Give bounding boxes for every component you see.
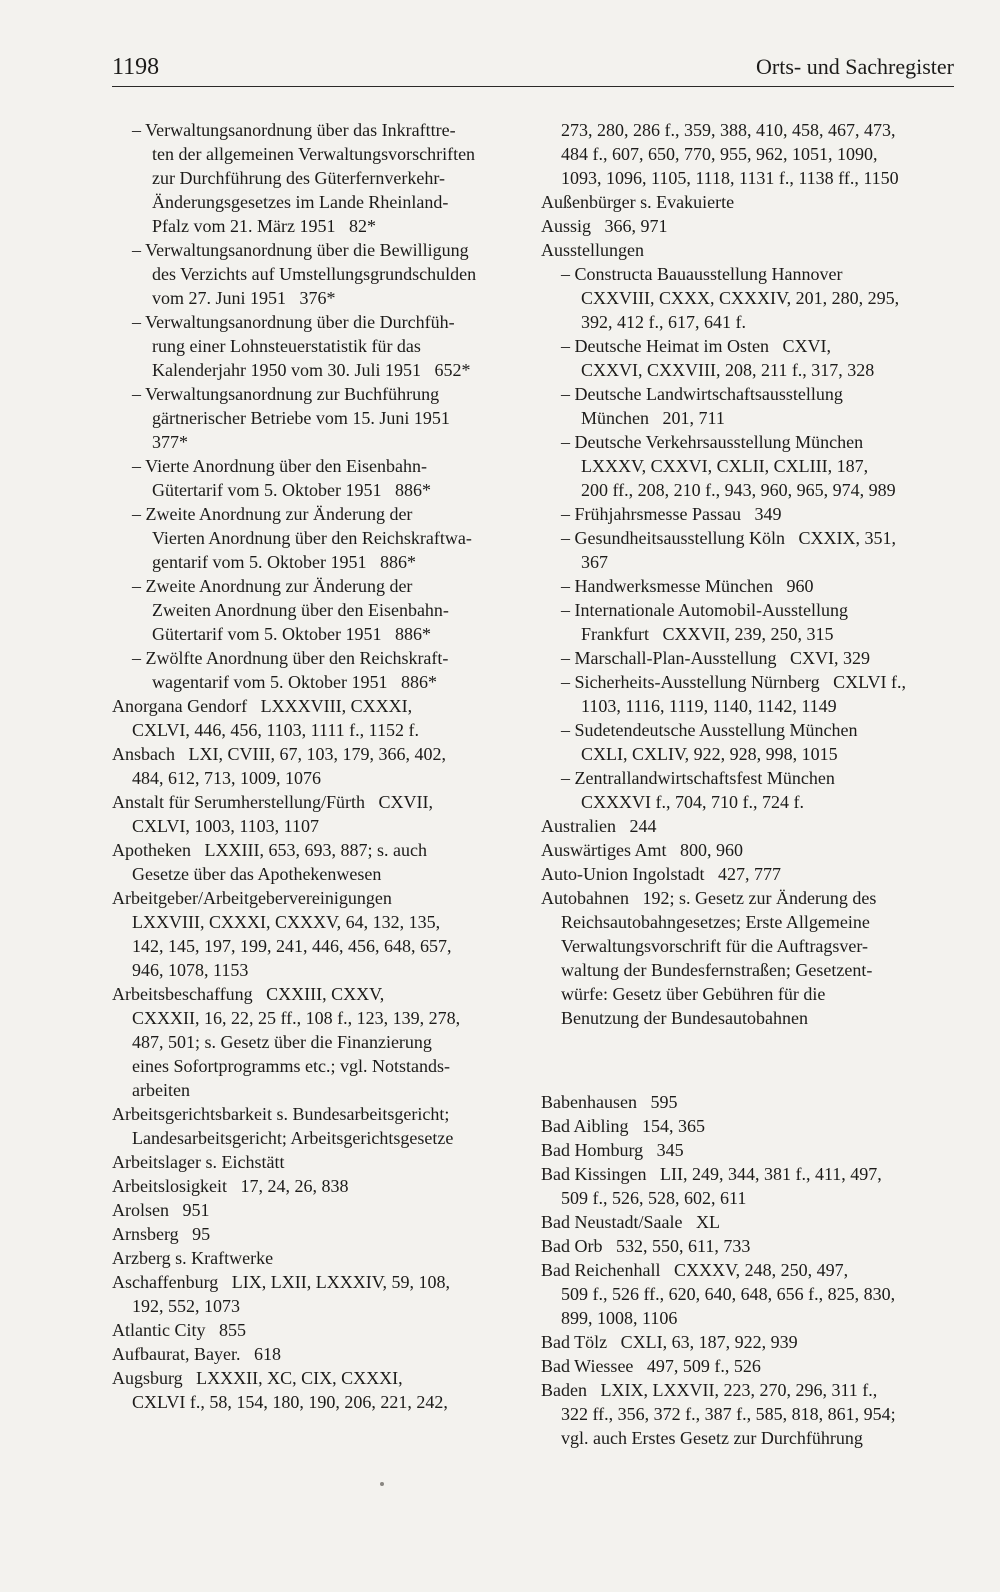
- index-subentry: – Verwaltungsanordnung über das Inkrafttre- ten der allgemeinen Verwaltungsvorschriften zur Durchführung des Güterfernverkehr- Änderungsgesetzes im Lande Rheinland- Pfalz vom 21. März 1951 82*: [132, 120, 476, 236]
- index-entry: Augsburg LXXXII, XC, CIX, CXXXI, CXLVI f., 58, 154, 180, 190, 206, 221, 242,: [112, 1368, 448, 1412]
- index-subentry: – Zwölfte Anordnung über den Reichskraft- wagentarif vom 5. Oktober 1951 886*: [132, 648, 449, 692]
- running-title: Orts- und Sachregister: [756, 54, 954, 79]
- index-entry: Apotheken LXXIII, 653, 693, 887; s. auch Gesetze über das Apothekenwesen: [112, 840, 427, 884]
- index-entry: Arzberg s. Kraftwerke: [112, 1248, 274, 1268]
- index-subentry: – Zweite Anordnung zur Änderung der Vierten Anordnung über den Reichskraftwa- gentarif vom 5. Oktober 1951 886*: [132, 504, 472, 572]
- index-entry: Außenbürger s. Evakuierte: [541, 192, 735, 212]
- index-entry: Bad Kissingen LII, 249, 344, 381 f., 411, 497, 509 f., 526, 528, 602, 611: [541, 1164, 882, 1208]
- index-entry: Ausstellungen: [541, 240, 644, 260]
- index-column-left: [112, 118, 516, 1414]
- index-subentry: – Zentrallandwirtschaftsfest München CXXXVI f., 704, 710 f., 724 f.: [561, 768, 835, 812]
- index-entry: Bad Aibling 154, 365: [541, 1116, 706, 1136]
- index-subentry: – Gesundheitsausstellung Köln CXXIX, 351, 367: [561, 528, 896, 572]
- index-subentry: – Sicherheits-Ausstellung Nürnberg CXLVI f., 1103, 1116, 1119, 1140, 1142, 1149: [561, 672, 906, 716]
- index-subentry: – Verwaltungsanordnung über die Durchfüh- rung einer Lohnsteuerstatistik für das Kalenderjahr 1950 vom 30. Juli 1951 652*: [132, 312, 471, 380]
- index-entry: Bad Reichenhall CXXXV, 248, 250, 497, 509 f., 526 ff., 620, 640, 648, 656 f., 825, 830, 899, 1008, 1106: [541, 1260, 896, 1328]
- index-subentry: – Deutsche Verkehrsausstellung München LXXXV, CXXVI, CXLII, CXLIII, 187, 200 ff., 208, 210 f., 943, 960, 965, 974, 989: [561, 432, 896, 500]
- index-subentry: – Deutsche Landwirtschaftsausstellung München 201, 711: [561, 384, 843, 428]
- index-subentry: – Verwaltungsanordnung über die Bewilligung des Verzichts auf Umstellungsgrundschulden vom 27. Juni 1951 376*: [132, 240, 477, 308]
- index-entry: Aschaffenburg LIX, LXII, LXXXIV, 59, 108, 192, 552, 1073: [112, 1272, 450, 1316]
- index-entry: Arnsberg 95: [112, 1224, 211, 1244]
- index-entry-continuation: 273, 280, 286 f., 359, 388, 410, 458, 467, 473, 484 f., 607, 650, 770, 955, 962, 1051, 1090, 1093, 1096, 1105, 1118, 1131 f., 1138 ff., 1150: [561, 120, 899, 188]
- index-entry: Australien 244: [541, 816, 657, 836]
- index-subentry: – Frühjahrsmesse Passau 349: [561, 504, 782, 524]
- page-header: [112, 52, 954, 87]
- index-entry: Bad Tölz CXLI, 63, 187, 922, 939: [541, 1332, 798, 1352]
- index-entry: Atlantic City 855: [112, 1320, 246, 1340]
- index-subentry: – Zweite Anordnung zur Änderung der Zweiten Anordnung über den Eisenbahn- Gütertarif vom 5. Oktober 1951 886*: [132, 576, 449, 644]
- index-entry: Arbeitsgerichtsbarkeit s. Bundesarbeitsgericht; Landesarbeitsgericht; Arbeitsgerichtsgesetze: [112, 1104, 454, 1148]
- index-entry: Baden LXIX, LXXVII, 223, 270, 296, 311 f., 322 ff., 356, 372 f., 387 f., 585, 818, 861, 954; vgl. auch Erstes Gesetz zur Durchführung: [541, 1380, 896, 1448]
- index-subentry: – Internationale Automobil-Ausstellung Frankfurt CXXVII, 239, 250, 315: [561, 600, 848, 644]
- index-subentry: – Verwaltungsanordnung zur Buchführung gärtnerischer Betriebe vom 15. Juni 1951 377*: [132, 384, 450, 452]
- section-gap: [541, 1048, 953, 1072]
- index-subentry: – Constructa Bauausstellung Hannover CXXVIII, CXXX, CXXXIV, 201, 280, 295, 392, 412 f., 617, 641 f.: [561, 264, 900, 332]
- index-entry: Ansbach LXI, CVIII, 67, 103, 179, 366, 402, 484, 612, 713, 1009, 1076: [112, 744, 446, 788]
- index-entry: Babenhausen 595: [541, 1092, 678, 1112]
- index-entry: Aussig 366, 971: [541, 216, 668, 236]
- index-entry: Anorgana Gendorf LXXXVIII, CXXXI, CXLVI, 446, 456, 1103, 1111 f., 1152 f.: [112, 696, 419, 740]
- index-entry: Bad Wiessee 497, 509 f., 526: [541, 1356, 761, 1376]
- index-entry: Arolsen 951: [112, 1200, 210, 1220]
- index-subentry: – Handwerksmesse München 960: [561, 576, 814, 596]
- index-entry: Auto-Union Ingolstadt 427, 777: [541, 864, 781, 884]
- index-entry: Arbeitsbeschaffung CXXIII, CXXV, CXXXII, 16, 22, 25 ff., 108 f., 123, 139, 278, 487, 501; s. Gesetz über die Finanzierung eines Sofortprogramms etc.; vgl. Notstands- arbeiten: [112, 984, 461, 1100]
- index-entry: Auswärtiges Amt 800, 960: [541, 840, 743, 860]
- index-entry: Arbeitgeber/Arbeitgebervereinigungen LXXVIII, CXXXI, CXXXV, 64, 132, 135, 142, 145, 197, 199, 241, 446, 456, 648, 657, 946, 1078, 1153: [112, 888, 452, 980]
- index-entry: Autobahnen 192; s. Gesetz zur Änderung des Reichsautobahngesetzes; Erste Allgemeine Verwaltungsvorschrift für die Auftragsver- waltung der Bundesfernstraßen; Gesetzent- würfe: Gesetz über Gebühren für die Benutzung der Bundesautobahnen: [541, 888, 877, 1028]
- index-subentry: – Deutsche Heimat im Osten CXVI, CXXVI, CXXVIII, 208, 211 f., 317, 328: [561, 336, 875, 380]
- index-entry: Arbeitslager s. Eichstätt: [112, 1152, 285, 1172]
- paper-speck: [380, 1482, 384, 1486]
- index-column-right: [541, 118, 953, 1450]
- index-subentry: – Vierte Anordnung über den Eisenbahn- Gütertarif vom 5. Oktober 1951 886*: [132, 456, 431, 500]
- index-entry: Bad Orb 532, 550, 611, 733: [541, 1236, 751, 1256]
- index-subentry: – Marschall-Plan-Ausstellung CXVI, 329: [561, 648, 870, 668]
- index-entry: Bad Neustadt/Saale XL: [541, 1212, 720, 1232]
- index-subentry: – Sudetendeutsche Ausstellung München CXLI, CXLIV, 922, 928, 998, 1015: [561, 720, 858, 764]
- index-entry: Bad Homburg 345: [541, 1140, 684, 1160]
- index-entry: Anstalt für Serumherstellung/Fürth CXVII, CXLVI, 1003, 1103, 1107: [112, 792, 433, 836]
- page-number: 1198: [112, 54, 160, 80]
- index-entry: Aufbaurat, Bayer. 618: [112, 1344, 281, 1364]
- index-entry: Arbeitslosigkeit 17, 24, 26, 838: [112, 1176, 349, 1196]
